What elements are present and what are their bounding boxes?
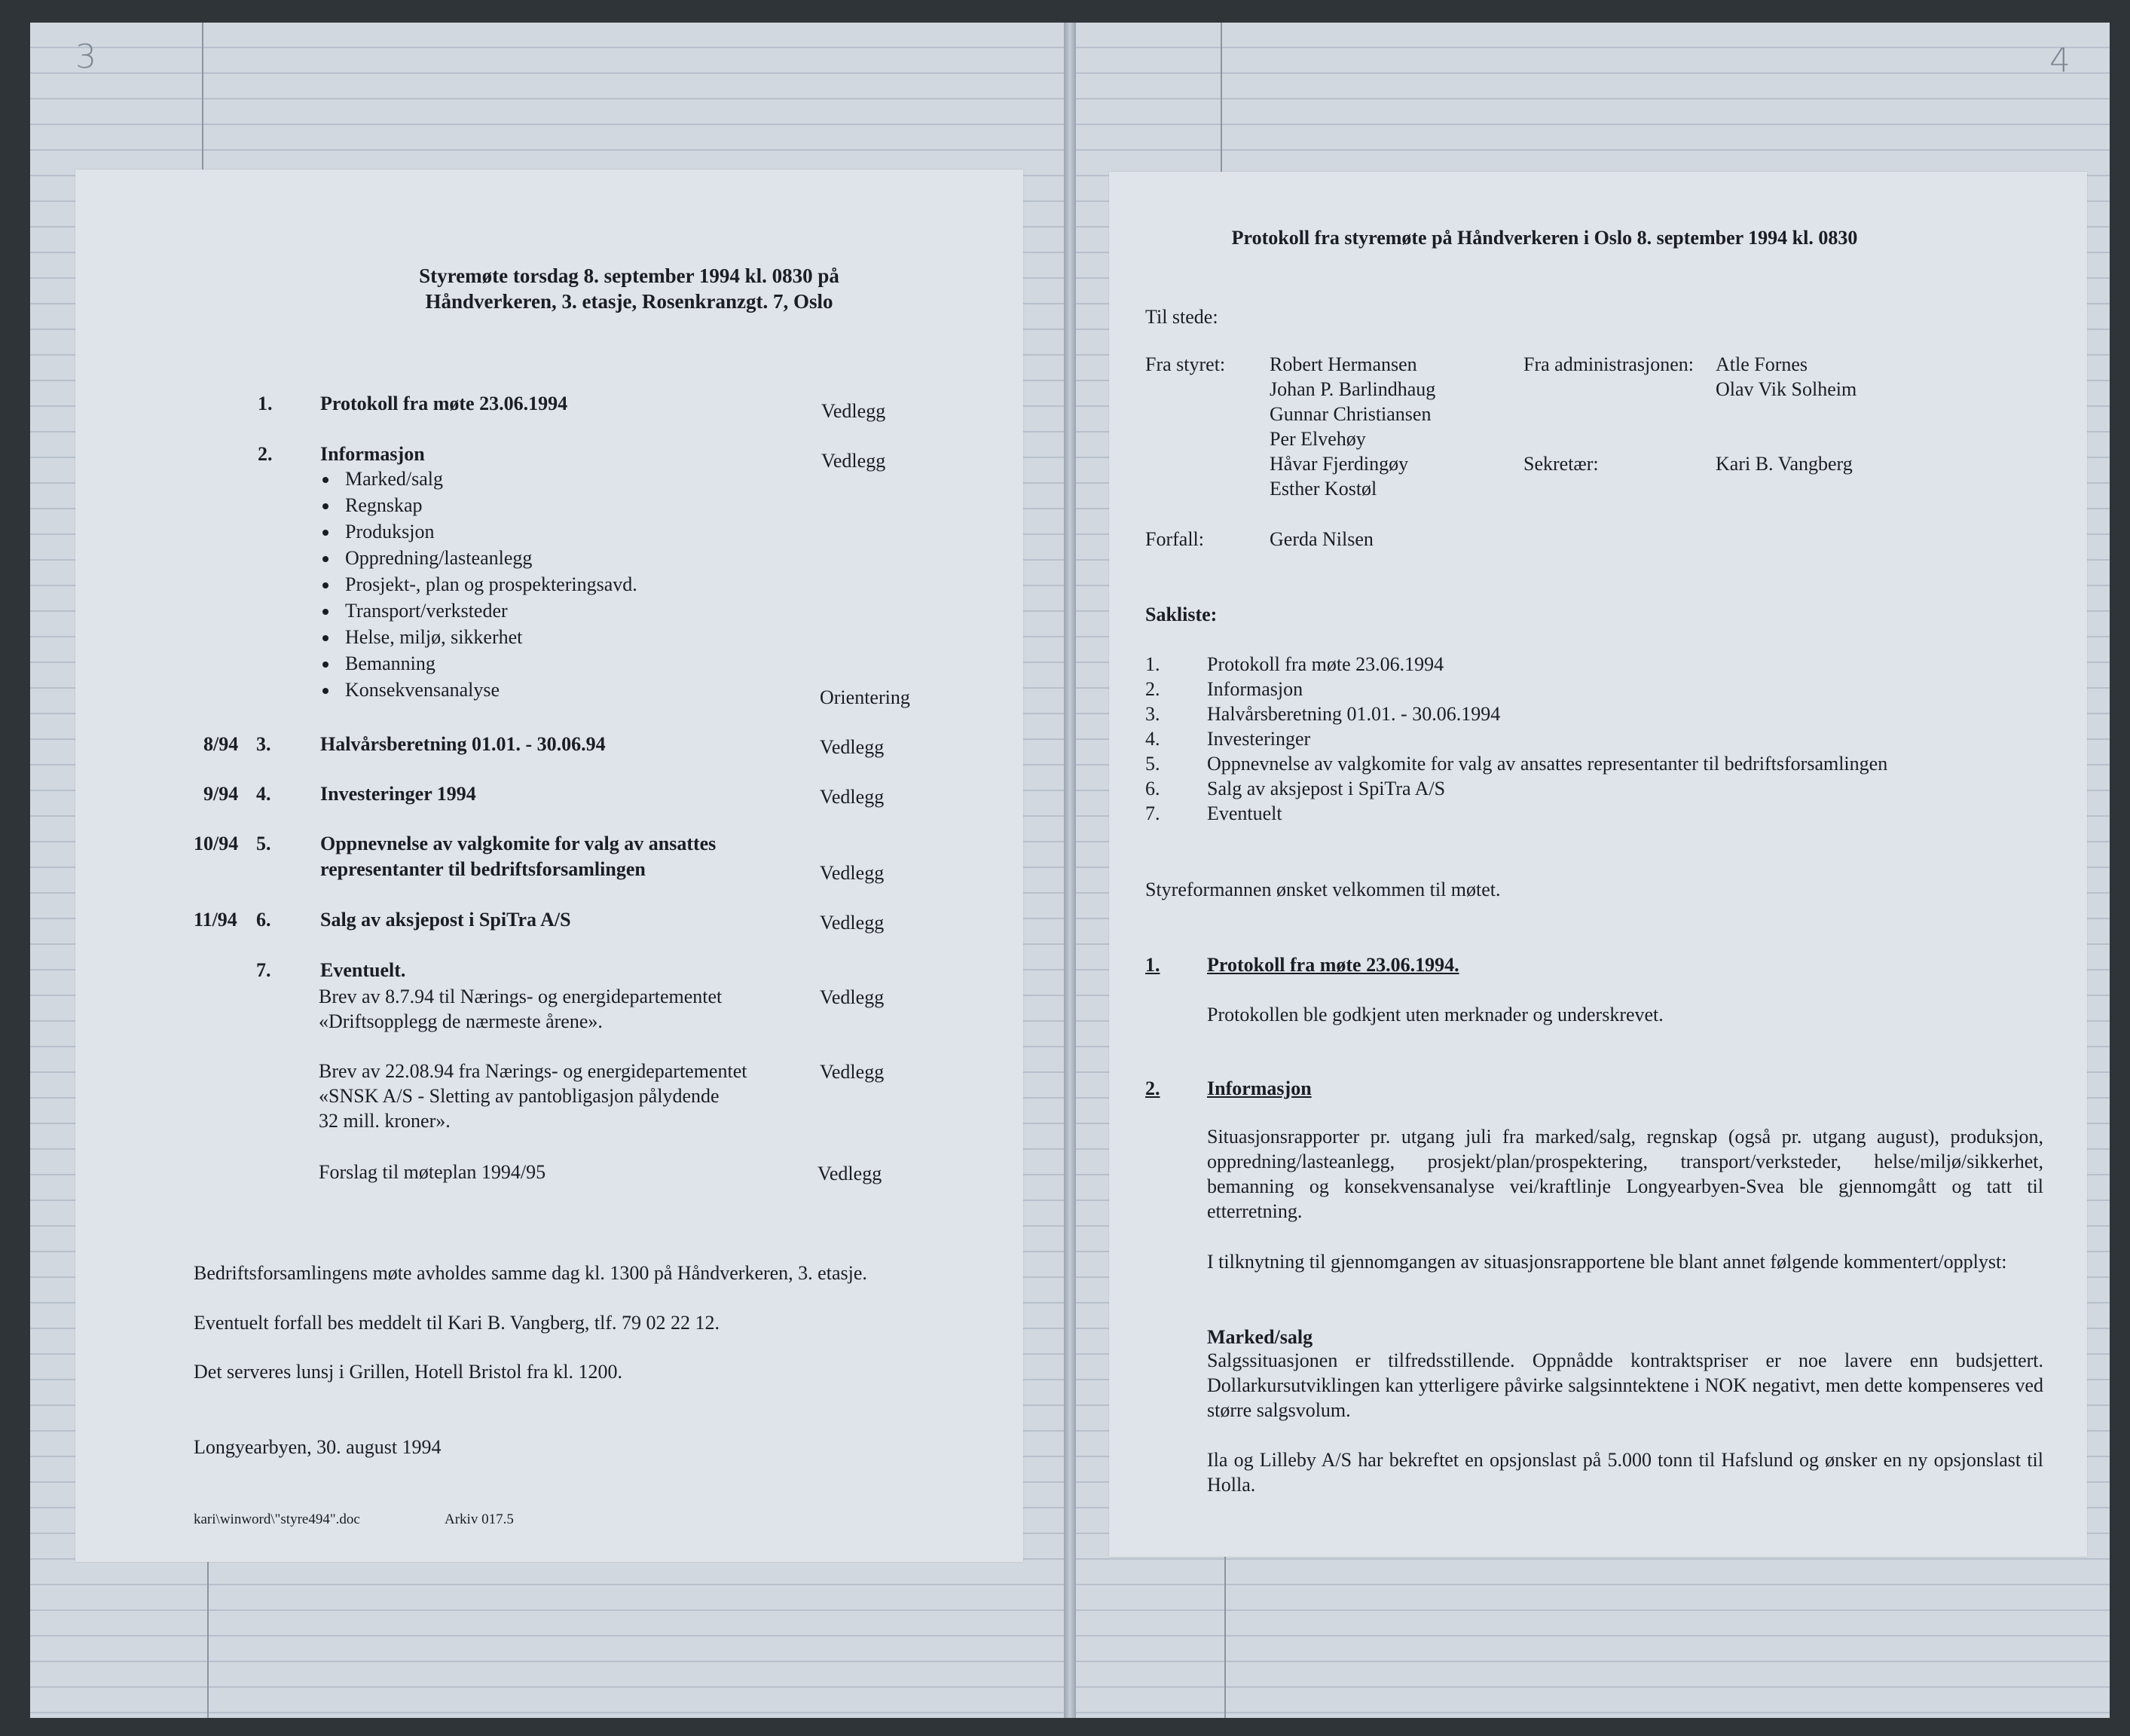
agenda-number: 3. [256,733,271,755]
agenda-status: Vedlegg [820,862,885,884]
bullet-item: Marked/salg [345,468,443,490]
agenda-title: Halvårsberetning 01.01. - 30.06.94 [320,733,606,755]
agenda-list-item: Halvårsberetning 01.01. - 30.06.1994 [1207,703,1501,725]
minutes-sheet [1109,172,2087,1557]
agenda-list-item: Eventuelt [1207,802,1282,824]
margin-line [207,1560,209,1718]
section-text: Protokollen ble godkjent uten merknader og underskrevet. [1207,1004,1664,1025]
bullet-icon [322,477,329,483]
section-paragraph: Situasjonsrapporter pr. utgang juli fra marked/salg, regnskap (også pr. utgang august), produksjon, oppredning/lasteanlegg, prosjekt/plan/prospektering, transport/verksteder, helse/miljø/sikkerhet, bemanning og konsekvensanalyse vei/kraftlinje Longyearbyen-Svea ble gjennomgått og tatt til etterretning. [1207,1126,2043,1222]
section-paragraph: I tilknytning til gjennomgangen av situasjonsrapportene ble blant annet følgende kommentert/opplyst: [1207,1251,2007,1273]
notice-title-line1: Styremøte torsdag 8. september 1994 kl. 0830 på [419,264,839,287]
agenda-list-number: 5. [1145,753,1160,775]
agenda-status: Vedlegg [817,1163,882,1184]
agenda-list-item: Oppnevnelse av valgkomite for valg av ansattes representanter til bedriftsforsamlingen [1207,753,1888,775]
secretary-label: Sekretær: [1523,453,1599,475]
agenda-title: Oppnevnelse av valgkomite for valg av ansattes [320,833,717,854]
board-member: Robert Hermansen [1270,353,1417,375]
agenda-title: Eventuelt. [320,959,406,981]
meeting-notice-sheet [75,170,1023,1562]
bullet-icon [322,582,329,588]
bullet-item: Helse, miljø, sikkerhet [345,626,523,648]
board-member: Per Elvehøy [1270,428,1366,450]
bullet-item: Produksjon [345,521,435,542]
agenda-list-item: Informasjon [1207,678,1303,700]
bullet-item: Konsekvensanalyse [345,679,500,701]
agenda-list-item: Investeringer [1207,728,1311,750]
section-heading: Protokoll fra møte 23.06.1994. [1207,954,1459,976]
agenda-title: Protokoll fra møte 23.06.1994 [320,393,568,414]
agenda-list-number: 6. [1145,778,1160,799]
bullet-icon [322,556,329,562]
bullet-icon [322,503,329,509]
archive-ref: Arkiv 017.5 [445,1511,514,1527]
agenda-case-ref: 10/94 [194,833,239,854]
agenda-number: 5. [256,833,271,854]
board-member: Esther Kostøl [1270,478,1377,500]
agenda-title: Informasjon [320,443,425,465]
footer-text: Bedriftsforsamlingens møte avholdes samme dag kl. 1300 på Håndverkeren, 3. etasje. [194,1262,867,1284]
bullet-icon [322,662,329,668]
notice-title-line2: Håndverkeren, 3. etasje, Rosenkranzgt. 7, Oslo [425,290,833,313]
section-paragraph: Ila og Lilleby A/S har bekreftet en opsjonslast på 5.000 tonn til Hafslund og ønsker en ny opsjonslast til Holla. [1207,1449,2043,1496]
agenda-list-item: Salg av aksjepost i SpiTra A/S [1207,778,1446,799]
bullet-item: Transport/verksteder [345,600,508,622]
bullet-icon [322,688,329,694]
present-label: Til stede: [1145,306,1218,328]
minutes-title: Protokoll fra styremøte på Håndverkeren i Oslo 8. september 1994 kl. 0830 [1231,227,1858,249]
admin-member: Olav Vik Solheim [1716,378,1857,400]
agenda-number: 6. [256,909,271,931]
bullet-icon [322,635,329,641]
agenda-list-item: Protokoll fra møte 23.06.1994 [1207,653,1444,675]
letter-text: «SNSK A/S - Sletting av pantobligasjon pålydende [319,1085,720,1107]
letter-text: Brev av 22.08.94 fra Nærings- og energidepartementet [319,1060,747,1082]
letter-text: Brev av 8.7.94 til Nærings- og energidepartementet [319,986,723,1007]
agenda-number: 1. [258,393,273,414]
page-number-left: 3 [75,38,96,76]
agenda-list-number: 7. [1145,802,1160,824]
agenda-list-number: 2. [1145,678,1160,700]
agenda-status: Vedlegg [821,400,886,422]
place-date: Longyearbyen, 30. august 1994 [194,1436,442,1458]
agenda-case-ref: 8/94 [203,733,239,755]
board-member: Johan P. Barlindhaug [1270,378,1436,400]
board-member: Håvar Fjerdingøy [1270,453,1409,475]
agenda-case-ref: 11/94 [194,909,237,931]
agenda-status: Vedlegg [820,736,885,758]
bullet-icon [322,530,329,536]
subsection-heading: Marked/salg [1207,1326,1313,1348]
bullet-icon [322,609,329,615]
secretary-name: Kari B. Vangberg [1716,453,1853,475]
absent-name: Gerda Nilsen [1270,528,1374,550]
agenda-list-number: 3. [1145,703,1160,725]
letter-text: «Driftsopplegg de nærmeste årene». [319,1010,603,1032]
welcome-text: Styreformannen ønsket velkommen til møtet. [1145,879,1501,900]
section-paragraph: Salgssituasjonen er tilfredsstillende. Oppnådde kontraktspriser er noe lavere enn budsjettert. Dollarkursutviklingen kan ytterligere påvirke salgsinntektene i NOK negativt, men dette kompenseres ved større salgsvolum. [1207,1349,2043,1421]
footer-text: Det serveres lunsj i Grillen, Hotell Bristol fra kl. 1200. [194,1361,623,1383]
agenda-list-number: 1. [1145,653,1160,675]
margin-line [1221,23,1222,173]
section-heading: Informasjon [1207,1077,1312,1099]
bullet-item: Regnskap [345,494,423,516]
agenda-case-ref: 9/94 [203,783,239,805]
absent-label: Forfall: [1145,528,1204,550]
file-path: kari\winword\"styre494".doc [194,1511,360,1527]
admin-label: Fra administrasjonen: [1523,353,1695,375]
agenda-title: Investeringer 1994 [320,783,476,805]
agenda-number: 7. [256,959,271,981]
agenda-status: Vedlegg [820,1061,885,1083]
bullet-item: Bemanning [345,653,435,674]
agenda-label: Sakliste: [1145,604,1218,625]
agenda-title: representanter til bedriftsforsamlingen [320,858,646,880]
letter-text: 32 mill. kroner». [319,1110,451,1132]
bullet-item: Oppredning/lasteanlegg [345,547,533,569]
agenda-number: 2. [258,443,273,465]
board-member: Gunnar Christiansen [1270,403,1432,425]
section-number: 1. [1145,954,1160,976]
page-number-right: 4 [2049,41,2070,80]
agenda-list-number: 4. [1145,728,1160,750]
margin-line [1224,1557,1226,1718]
margin-line [202,23,203,173]
admin-member: Atle Fornes [1716,353,1808,375]
proposal-text: Forslag til møteplan 1994/95 [319,1161,546,1183]
agenda-status: Vedlegg [820,986,885,1008]
agenda-status: Orientering [820,686,910,708]
agenda-status: Vedlegg [821,450,886,472]
bullet-item: Prosjekt-, plan og prospekteringsavd. [345,573,637,595]
board-label: Fra styret: [1145,353,1226,375]
agenda-status: Vedlegg [820,786,885,808]
section-number: 2. [1145,1077,1160,1099]
agenda-status: Vedlegg [820,912,885,934]
footer-text: Eventuelt forfall bes meddelt til Kari B. Vangberg, tlf. 79 02 22 12. [194,1312,720,1334]
agenda-number: 4. [256,783,271,805]
book-spine [1064,23,1076,1718]
agenda-title: Salg av aksjepost i SpiTra A/S [320,909,571,931]
